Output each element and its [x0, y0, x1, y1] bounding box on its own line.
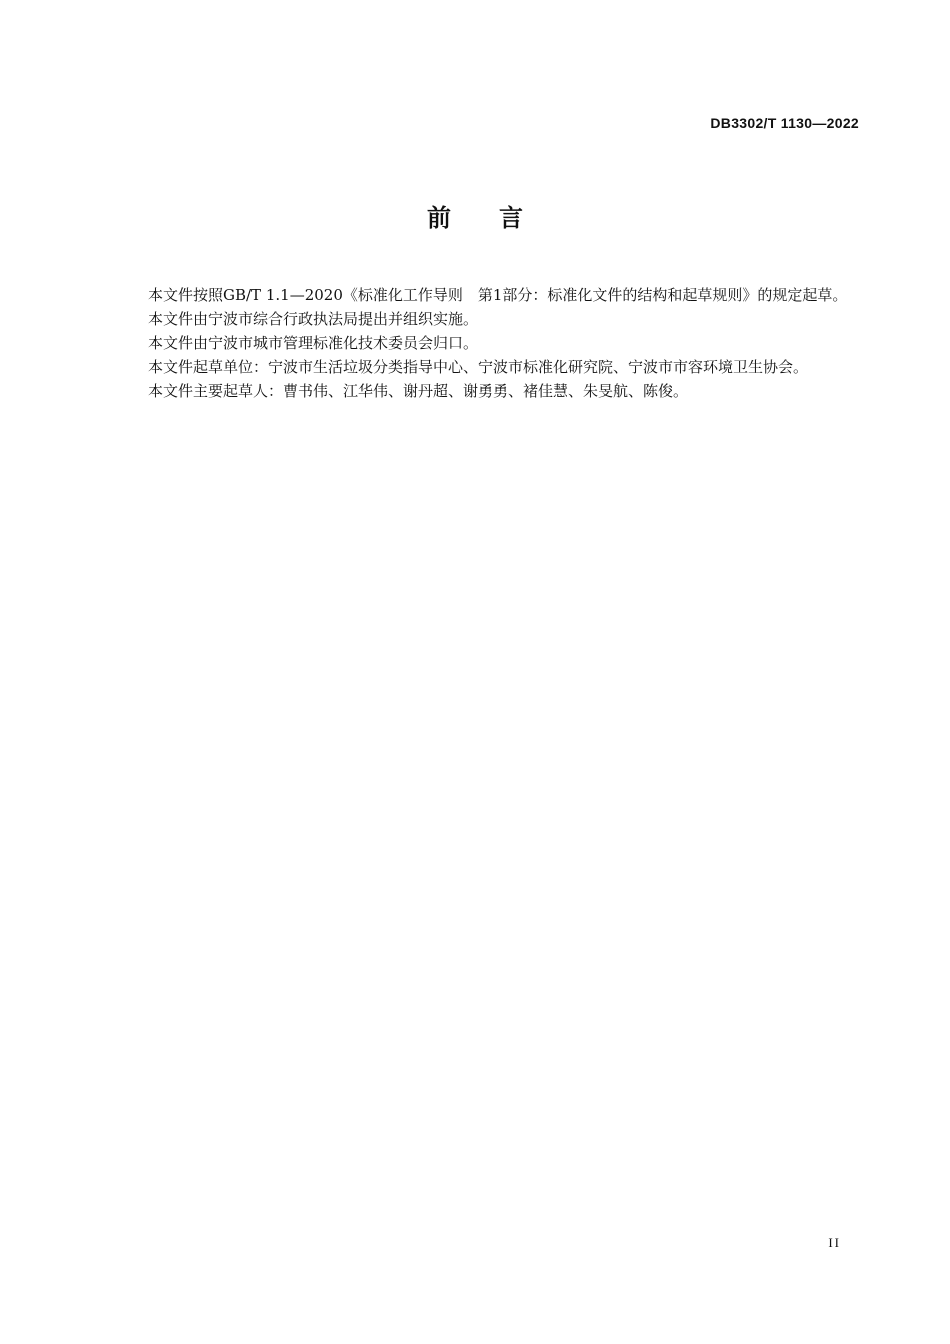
paragraph-committee: 本文件由宁波市城市管理标准化技术委员会归口。: [148, 334, 479, 352]
document-code: DB3302/T 1130—2022: [710, 115, 859, 131]
paragraph-proposer: 本文件由宁波市综合行政执法局提出并组织实施。: [148, 310, 479, 328]
page-number: II: [828, 1235, 841, 1250]
page-title: 前言: [427, 204, 571, 232]
foreword-body: [113, 283, 860, 403]
paragraph-drafters: 本文件主要起草人：曹书伟、江华伟、谢丹超、谢勇勇、褚佳慧、朱旻航、陈俊。: [148, 382, 689, 400]
paragraph-drafting-rules: 本文件按照GB/T 1.1—2020《标准化工作导则 第1部分：标准化文件的结构和起草规则》的规定起草。: [148, 286, 848, 304]
paragraph-drafting-units: 本文件起草单位：宁波市生活垃圾分类指导中心、宁波市标准化研究院、宁波市市容环境卫生协会。: [148, 358, 809, 376]
